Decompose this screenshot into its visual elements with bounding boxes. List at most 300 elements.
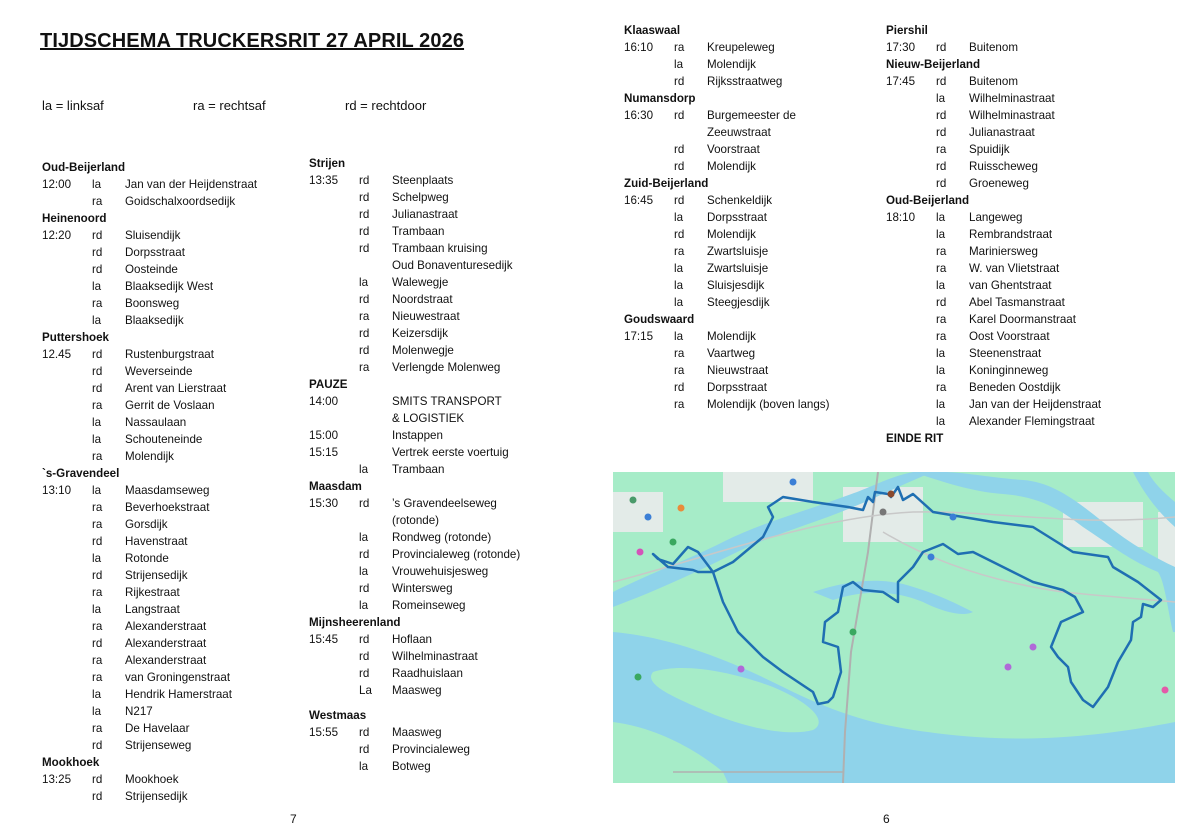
- row-time: [309, 206, 359, 223]
- schedule-row: [886, 243, 1101, 260]
- row-direction: la: [92, 552, 102, 565]
- section-heading: Oud-Beijerland: [886, 194, 970, 207]
- row-time: [886, 396, 936, 413]
- row-time: [42, 652, 92, 669]
- schedule-row: [309, 257, 520, 274]
- row-street: Schouteneinde: [125, 433, 203, 446]
- row-direction: rd: [92, 348, 103, 361]
- schedule-row: [42, 380, 257, 397]
- map-poi-marker[interactable]: [670, 539, 677, 546]
- section-heading: Mijnsheerenland: [309, 616, 401, 629]
- schedule-row: [624, 209, 829, 226]
- schedule-row: [624, 396, 829, 413]
- schedule-row: [309, 580, 520, 597]
- schedule-row: [624, 124, 829, 141]
- schedule-row: [886, 124, 1101, 141]
- row-time: 12:20: [42, 229, 72, 242]
- schedule-row: [624, 260, 829, 277]
- map-start-marker[interactable]: [888, 491, 895, 498]
- schedule-row: [309, 308, 520, 325]
- map-poi-marker[interactable]: [1030, 644, 1037, 651]
- schedule-row: [886, 107, 1101, 124]
- row-time: [42, 261, 92, 278]
- row-time: 14:00: [309, 395, 339, 408]
- row-time: [886, 260, 936, 277]
- row-street: Molendijk: [707, 160, 756, 173]
- row-direction: rd: [359, 726, 370, 739]
- row-direction: la: [92, 416, 102, 429]
- schedule-row: [309, 461, 520, 478]
- row-direction: la: [92, 178, 102, 191]
- row-street: Molendijk: [125, 450, 174, 463]
- row-time: [309, 597, 359, 614]
- row-time: [309, 308, 359, 325]
- row-street: Strijensedijk: [125, 790, 188, 803]
- row-direction: la: [936, 347, 946, 360]
- row-direction: rd: [674, 194, 685, 207]
- row-direction: la: [92, 603, 102, 616]
- schedule-row: [886, 260, 1101, 277]
- row-time: [42, 618, 92, 635]
- schedule-row: [309, 189, 520, 206]
- row-time: 15:00: [309, 429, 339, 442]
- row-time: 15:15: [309, 446, 339, 459]
- legend-rechtdoor: rd = rechtdoor: [345, 98, 427, 113]
- row-direction: rd: [92, 229, 103, 242]
- row-time: [309, 758, 359, 775]
- row-direction: la: [359, 565, 369, 578]
- row-direction: [359, 410, 392, 427]
- row-direction: rd: [359, 293, 370, 306]
- page-number-right: 6: [883, 812, 890, 826]
- row-street: Alexander Flemingstraat: [969, 415, 1095, 428]
- row-street: Mariniersweg: [969, 245, 1038, 258]
- schedule-row: [42, 482, 257, 499]
- schedule-row: [309, 724, 520, 741]
- row-street: Rembrandstraat: [969, 228, 1053, 241]
- row-time: [886, 158, 936, 175]
- row-time: [42, 720, 92, 737]
- legend-rechtsaf: ra = rechtsaf: [193, 98, 266, 113]
- row-direction: ra: [936, 381, 947, 394]
- row-time: [42, 550, 92, 567]
- schedule-row: [42, 176, 257, 193]
- schedule-row: [42, 720, 257, 737]
- schedule-row: [624, 73, 829, 90]
- section-heading: EINDE RIT: [886, 432, 944, 445]
- row-street: Spuidijk: [969, 143, 1010, 156]
- schedule-row: [886, 175, 1101, 192]
- map-poi-marker[interactable]: [928, 554, 935, 561]
- row-time: [42, 431, 92, 448]
- schedule-row: [42, 244, 257, 261]
- schedule-row: [42, 346, 257, 363]
- schedule-row: [309, 359, 520, 376]
- row-time: [42, 601, 92, 618]
- row-time: [309, 189, 359, 206]
- row-street: Botweg: [392, 760, 431, 773]
- row-time: [624, 56, 674, 73]
- row-time: [886, 141, 936, 158]
- row-street: Oost Voorstraat: [969, 330, 1050, 343]
- row-time: 12.45: [42, 348, 72, 361]
- row-direction: ra: [92, 722, 103, 735]
- row-time: [42, 516, 92, 533]
- row-time: [309, 325, 359, 342]
- row-time: [624, 141, 674, 158]
- row-street: Rijkestraat: [125, 586, 180, 599]
- row-direction: rd: [936, 109, 947, 122]
- schedule-row: [42, 431, 257, 448]
- row-street: van Groningenstraat: [125, 671, 231, 684]
- row-time: [42, 584, 92, 601]
- row-time: 12:00: [42, 178, 72, 191]
- row-time: [624, 260, 674, 277]
- schedule-row: [309, 665, 520, 682]
- row-street: Maasdamseweg: [125, 484, 210, 497]
- row-time: [624, 124, 674, 141]
- schedule-row: [42, 516, 257, 533]
- row-street: Groeneweg: [969, 177, 1029, 190]
- row-direction: la: [674, 296, 684, 309]
- schedule-row: [309, 648, 520, 665]
- schedule-row: [42, 448, 257, 465]
- schedule-row: [42, 363, 257, 380]
- row-street: Trambaan: [392, 463, 445, 476]
- row-street: Gorsdijk: [125, 518, 168, 531]
- schedule-row: [42, 703, 257, 720]
- row-time: [42, 635, 92, 652]
- row-street: Nieuwestraat: [392, 310, 460, 323]
- row-direction: ra: [936, 313, 947, 326]
- row-direction: rd: [359, 191, 370, 204]
- row-street: Dorpsstraat: [707, 211, 767, 224]
- row-direction: rd: [359, 548, 370, 561]
- row-time: [624, 294, 674, 311]
- row-direction: rd: [359, 225, 370, 238]
- row-street: Hoflaan: [392, 633, 432, 646]
- row-street: Blaaksedijk West: [125, 280, 214, 293]
- row-street: Vrouwehuisjesweg: [392, 565, 489, 578]
- row-street: Dorpsstraat: [125, 246, 185, 259]
- row-time: 16:10: [624, 41, 654, 54]
- map-poi-marker[interactable]: [950, 514, 957, 521]
- schedule-row: [624, 192, 829, 209]
- schedule-row: [309, 427, 520, 444]
- row-direction: rd: [359, 327, 370, 340]
- row-street: van Ghentstraat: [969, 279, 1052, 292]
- schedule-row: [886, 413, 1101, 430]
- schedule-row: [886, 328, 1101, 345]
- row-direction: rd: [92, 569, 103, 582]
- row-direction: ra: [92, 399, 103, 412]
- row-street: Jan van der Heijdenstraat: [969, 398, 1102, 411]
- schedule-row: [42, 278, 257, 295]
- row-direction: [359, 257, 392, 274]
- map-poi-marker[interactable]: [790, 479, 797, 486]
- row-direction: rd: [674, 143, 685, 156]
- row-time: 13:25: [42, 773, 72, 786]
- row-street: Wintersweg: [392, 582, 453, 595]
- row-time: [624, 396, 674, 413]
- row-time: [42, 193, 92, 210]
- row-time: [624, 158, 674, 175]
- schedule-row: [624, 107, 829, 124]
- row-time: 16:45: [624, 194, 654, 207]
- row-time: [309, 274, 359, 291]
- schedule-row: [886, 141, 1101, 158]
- schedule-row: [42, 567, 257, 584]
- row-direction: la: [92, 705, 102, 718]
- row-direction: rd: [92, 739, 103, 752]
- row-time: [42, 414, 92, 431]
- row-street: Zwartsluisje: [707, 262, 769, 275]
- schedule-row: [309, 512, 520, 529]
- schedule-row: [42, 686, 257, 703]
- row-direction: rd: [359, 174, 370, 187]
- row-time: [624, 345, 674, 362]
- map-poi-marker[interactable]: [637, 549, 644, 556]
- schedule-column-2: [309, 155, 520, 775]
- row-street: Dorpsstraat: [707, 381, 767, 394]
- row-direction: ra: [359, 361, 370, 374]
- row-time: [309, 648, 359, 665]
- schedule-row: [886, 158, 1101, 175]
- row-direction: ra: [674, 398, 685, 411]
- map-poi-marker[interactable]: [738, 666, 745, 673]
- row-direction: rd: [674, 228, 685, 241]
- schedule-row: [886, 90, 1101, 107]
- row-street: Steenplaats: [392, 174, 454, 187]
- map-poi-marker[interactable]: [1162, 687, 1169, 694]
- row-direction: rd: [936, 126, 947, 139]
- row-time: [309, 563, 359, 580]
- row-direction: ra: [92, 501, 103, 514]
- section-heading: Numansdorp: [624, 92, 696, 105]
- schedule-row: [309, 291, 520, 308]
- schedule-row: [42, 601, 257, 618]
- row-street: Keizersdijk: [392, 327, 449, 340]
- row-time: [309, 546, 359, 563]
- schedule-row: [309, 274, 520, 291]
- row-street: (rotonde): [392, 514, 440, 527]
- schedule-row: [886, 345, 1101, 362]
- row-time: [309, 291, 359, 308]
- row-street: Langstraat: [125, 603, 180, 616]
- schedule-row: [309, 410, 520, 427]
- schedule-row: [624, 294, 829, 311]
- map-poi-marker[interactable]: [850, 629, 857, 636]
- row-street: & LOGISTIEK: [392, 412, 465, 425]
- row-time: [309, 529, 359, 546]
- row-direction: ra: [92, 586, 103, 599]
- section-spacer: [309, 699, 520, 707]
- section-heading: Oud-Beijerland: [42, 161, 126, 174]
- row-street: Koninginneweg: [969, 364, 1049, 377]
- map-poi-marker[interactable]: [678, 505, 685, 512]
- row-direction: la: [359, 276, 369, 289]
- row-direction: rd: [92, 263, 103, 276]
- row-direction: rd: [359, 667, 370, 680]
- row-time: 16:30: [624, 109, 654, 122]
- row-street: Strijenseweg: [125, 739, 192, 752]
- row-time: [886, 277, 936, 294]
- page-number-left: 7: [290, 812, 297, 826]
- schedule-row: [309, 546, 520, 563]
- row-time: [42, 737, 92, 754]
- row-street: Rustenburgstraat: [125, 348, 214, 361]
- row-street: Rijksstraatweg: [707, 75, 783, 88]
- row-direction: ra: [359, 310, 370, 323]
- schedule-column-1: [42, 159, 257, 805]
- row-direction: [359, 427, 392, 444]
- row-street: Wilhelminastraat: [969, 92, 1055, 105]
- row-street: Nassaulaan: [125, 416, 187, 429]
- row-street: ’s Gravendeelseweg: [392, 497, 497, 510]
- schedule-row: [42, 584, 257, 601]
- schedule-row: [886, 396, 1101, 413]
- row-direction: rd: [92, 773, 103, 786]
- row-time: 13:35: [309, 174, 339, 187]
- row-street: Voorstraat: [707, 143, 760, 156]
- schedule-row: [624, 158, 829, 175]
- row-time: [309, 240, 359, 257]
- row-direction: ra: [92, 671, 103, 684]
- row-direction: rd: [359, 242, 370, 255]
- row-time: 15:30: [309, 497, 339, 510]
- row-time: 17:45: [886, 75, 916, 88]
- row-time: [886, 328, 936, 345]
- schedule-row: [624, 226, 829, 243]
- schedule-row: [624, 345, 829, 362]
- row-street: Verlengde Molenweg: [392, 361, 501, 374]
- row-street: Alexanderstraat: [125, 620, 207, 633]
- row-street: Vertrek eerste voertuig: [392, 446, 509, 459]
- row-direction: la: [674, 262, 684, 275]
- row-time: [886, 124, 936, 141]
- row-street: Sluisendijk: [125, 229, 181, 242]
- row-street: Sluisjesdijk: [707, 279, 765, 292]
- row-time: [624, 379, 674, 396]
- row-street: Oud Bonaventuresedijk: [392, 259, 513, 272]
- schedule-row: [309, 597, 520, 614]
- row-direction: rd: [92, 637, 103, 650]
- row-direction: la: [674, 211, 684, 224]
- schedule-row: [309, 342, 520, 359]
- row-street: Romeinseweg: [392, 599, 466, 612]
- schedule-row: [309, 393, 520, 410]
- row-street: Abel Tasmanstraat: [969, 296, 1065, 309]
- row-direction: La: [359, 684, 372, 697]
- section-heading: Mookhoek: [42, 756, 100, 769]
- route-map-canvas: [613, 472, 1175, 783]
- row-street: Alexanderstraat: [125, 654, 207, 667]
- schedule-row: [309, 206, 520, 223]
- row-street: Julianastraat: [969, 126, 1035, 139]
- row-direction: [674, 124, 707, 141]
- row-time: [886, 345, 936, 362]
- section-heading: Goudswaard: [624, 313, 695, 326]
- row-direction: rd: [936, 296, 947, 309]
- row-time: [886, 175, 936, 192]
- route-map[interactable]: [613, 472, 1175, 783]
- schedule-row: [42, 414, 257, 431]
- map-urban-area: [723, 472, 813, 502]
- map-poi-marker[interactable]: [1005, 664, 1012, 671]
- row-street: Strijensedijk: [125, 569, 188, 582]
- section-heading: `s-Gravendeel: [42, 467, 120, 480]
- row-street: Havenstraat: [125, 535, 188, 548]
- row-time: [309, 223, 359, 240]
- row-street: Oosteinde: [125, 263, 178, 276]
- row-direction: rd: [936, 177, 947, 190]
- row-street: Schelpweg: [392, 191, 449, 204]
- row-direction: [359, 393, 392, 410]
- schedule-row: [624, 141, 829, 158]
- row-time: [42, 703, 92, 720]
- row-time: [42, 363, 92, 380]
- schedule-row: [624, 362, 829, 379]
- schedule-row: [309, 741, 520, 758]
- schedule-row: [624, 39, 829, 56]
- schedule-row: [42, 669, 257, 686]
- row-street: Steenenstraat: [969, 347, 1042, 360]
- row-street: Buitenom: [969, 41, 1018, 54]
- row-time: 15:55: [309, 726, 339, 739]
- row-direction: ra: [92, 654, 103, 667]
- row-time: 13:10: [42, 484, 72, 497]
- schedule-row: [309, 682, 520, 699]
- row-time: [624, 73, 674, 90]
- schedule-row: [886, 209, 1101, 226]
- schedule-row: [309, 240, 520, 257]
- row-direction: la: [936, 364, 946, 377]
- schedule-row: [42, 533, 257, 550]
- map-poi-marker[interactable]: [880, 509, 887, 516]
- row-time: [886, 107, 936, 124]
- row-street: Trambaan: [392, 225, 445, 238]
- row-direction: la: [674, 58, 684, 71]
- row-street: N217: [125, 705, 153, 718]
- row-direction: ra: [936, 245, 947, 258]
- row-direction: ra: [936, 330, 947, 343]
- map-poi-marker[interactable]: [645, 514, 652, 521]
- schedule-row: [42, 788, 257, 805]
- row-direction: rd: [936, 41, 947, 54]
- row-street: Schenkeldijk: [707, 194, 773, 207]
- row-direction: rd: [92, 246, 103, 259]
- map-poi-marker[interactable]: [635, 674, 642, 681]
- schedule-row: [309, 172, 520, 189]
- row-street: Burgemeester de: [707, 109, 796, 122]
- row-street: Ruisscheweg: [969, 160, 1038, 173]
- row-time: [42, 567, 92, 584]
- row-street: Buitenom: [969, 75, 1018, 88]
- schedule-row: [624, 277, 829, 294]
- schedule-row: [624, 328, 829, 345]
- row-direction: la: [936, 398, 946, 411]
- row-direction: la: [92, 688, 102, 701]
- row-time: [309, 682, 359, 699]
- row-direction: rd: [936, 75, 947, 88]
- map-poi-marker[interactable]: [630, 497, 637, 504]
- row-direction: ra: [674, 245, 685, 258]
- row-direction: [359, 512, 392, 529]
- row-street: Vaartweg: [707, 347, 756, 360]
- row-street: Rotonde: [125, 552, 169, 565]
- row-direction: rd: [359, 650, 370, 663]
- schedule-row: [886, 294, 1101, 311]
